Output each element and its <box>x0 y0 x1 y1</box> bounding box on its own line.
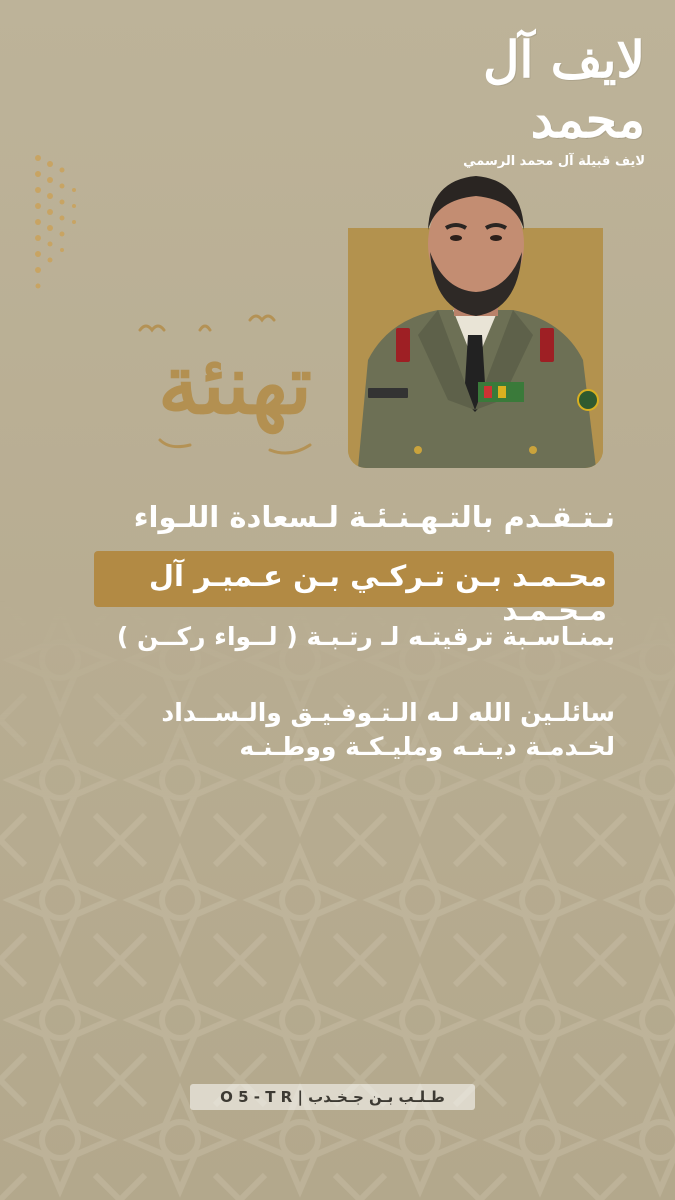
occasion-line: بمنـاسـبة ترقيتـه لـ رتـبـة ( لــواء ركــن ) <box>116 622 615 651</box>
calligraphy-title: تهنئة <box>157 337 313 433</box>
logo-subtitle: لايف قبيلة آل محمد الرسمي <box>463 154 645 169</box>
requester-credit: طـلـب بـن جـخـدب | O 5 - T R <box>190 1084 475 1110</box>
portrait-photo <box>348 160 603 468</box>
honoree-name: محـمـد بـن تـركـي بـن عـميـر آل مـحـمـد <box>148 559 607 627</box>
decorative-dots <box>30 150 90 300</box>
geometric-pattern-background <box>0 600 675 1200</box>
logo-wordmark: لايف آل محمد <box>483 30 645 149</box>
prayer-line-1: سائلـين الله لـه الـتـوفـيـق والـســداد <box>161 698 615 727</box>
greeting-line: نـتـقـدم بالتـهـنـئـة لـسعادة اللـواء <box>133 500 615 534</box>
prayer-line-2: لخـدمـة ديـنـه ومليـكـة ووطـنـه <box>239 732 615 761</box>
brand-logo <box>425 30 645 169</box>
